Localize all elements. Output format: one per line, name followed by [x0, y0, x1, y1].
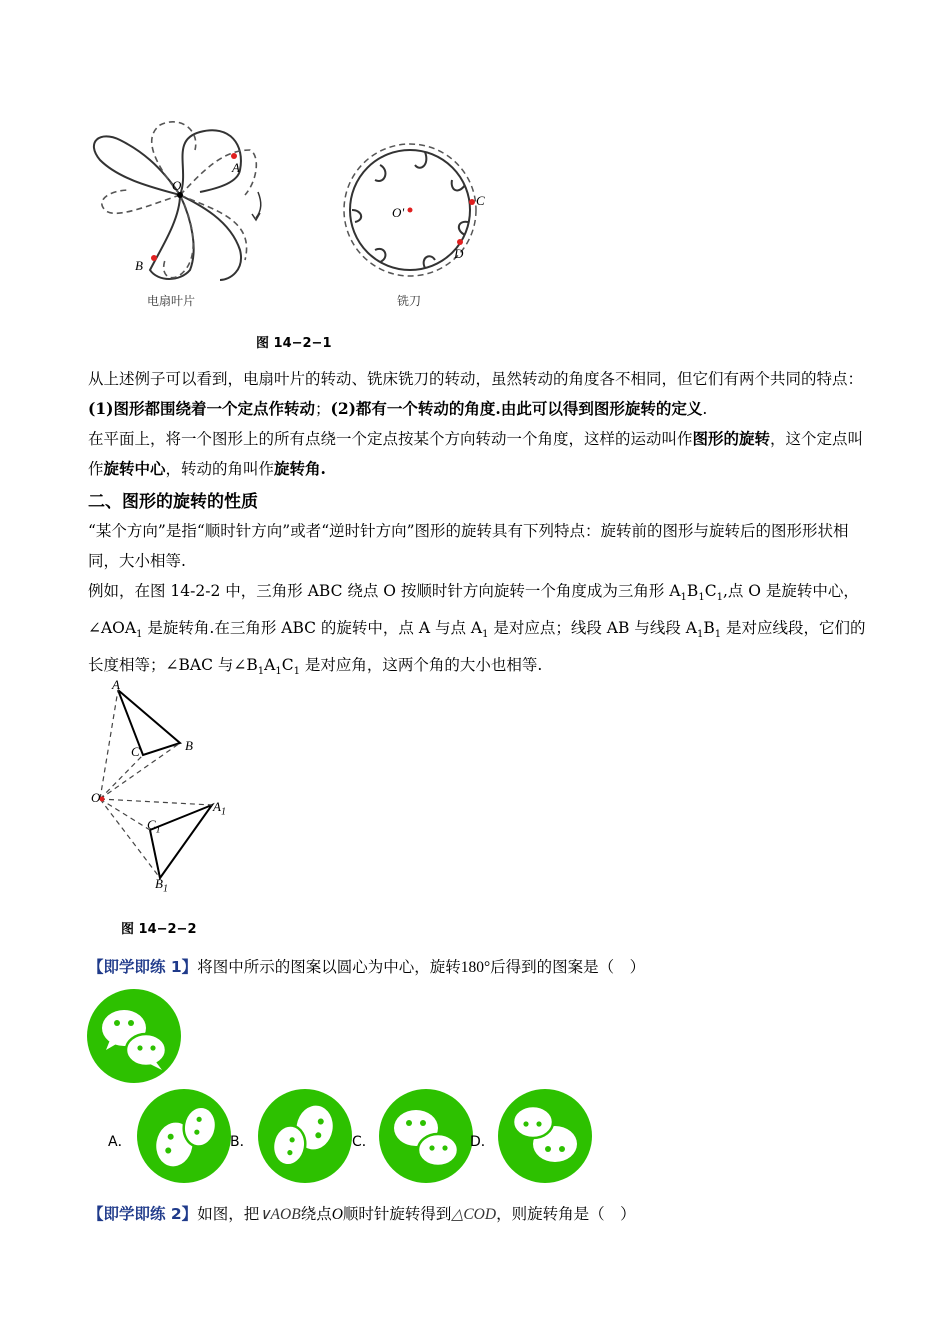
figure-caption-2: 图 14−2−2	[121, 922, 197, 937]
option-a-label[interactable]: A．	[108, 1134, 132, 1150]
exercise-1-tag: 【即学即练 1】	[88, 958, 198, 976]
figure-caption-1: 图 14−2−1	[256, 336, 332, 351]
wechat-icon-option-c[interactable]	[378, 1088, 474, 1184]
tri-label-o: O	[91, 790, 101, 805]
option-b-label[interactable]: B．	[230, 1134, 254, 1150]
tri-label-a: A	[112, 677, 120, 692]
wechat-icon-option-b[interactable]	[257, 1088, 353, 1184]
cutter-center-dot	[408, 208, 413, 213]
figure-14-2-1	[80, 110, 520, 310]
label-d: D	[454, 246, 464, 261]
cutter-point-c	[469, 199, 475, 205]
label-b: B	[135, 258, 143, 273]
exercise-2-tag: 【即学即练 2】	[88, 1205, 198, 1223]
option-c-label[interactable]: C．	[352, 1134, 376, 1150]
label-o-prime: O'	[392, 205, 405, 220]
label-o: O	[172, 178, 182, 193]
paragraph-rotation-features: 从上述例子可以看到，电扇叶片的转动、铣床铣刀的转动，虽然转动的角度各不相同，但它们有两个共同的特点：(1)图形都围绕着一个定点作转动；(2)都有一个转动的角度.由此可以得到图形旋转的定义.	[88, 370, 864, 418]
option-d-label[interactable]: D．	[470, 1134, 495, 1150]
paragraph-direction: “某个方向”是指“顺时针方向”或者“逆时针方向”图形的旋转具有下列特点：旋转前的图形与旋转后的图形形状相同，大小相等.	[88, 522, 849, 570]
tri-label-c1: $C_1$	[147, 817, 161, 836]
figure-14-2-2	[88, 670, 238, 900]
wechat-icon-original	[86, 988, 182, 1084]
triangle-abc	[118, 690, 180, 755]
tri-label-b1: $B_1$	[155, 876, 168, 895]
label-a: A	[232, 160, 240, 175]
paragraph-rotation-definition: 在平面上，将一个图形上的所有点绕一个定点按某个方向转动一个角度，这样的运动叫作图形的旋转，这个定点叫作旋转中心，转动的角叫作旋转角.	[88, 429, 864, 478]
label-c: C	[476, 193, 485, 208]
wechat-icon-option-d[interactable]	[497, 1088, 593, 1184]
paragraph-example: 例如，在图 14-2-2 中，三角形 ABC 绕点 O 按顺时针方向旋转一个角度成为三角形 $A_1B_1C_1$,点 O 是旋转中心，$\angle AOA_1$ 是旋转角.在三角形 ABC 的旋转中，点 A 与点 $A_1$ 是对应点；线段 AB 与线段 $A_1B_1$ 是对应线段，它们的长度相等；∠BAC 与$\angle B_1A_1C_1$ 是对应角，这两个角的大小也相等.	[88, 582, 866, 678]
tri-label-b: B	[185, 738, 193, 753]
exercise-2: 【即学即练 2】如图，把∨AOB绕点O顺时针旋转得到△COD，则旋转角是（ ）	[88, 1205, 636, 1223]
triangle-a1b1c1	[150, 805, 212, 878]
wechat-icon-option-a[interactable]	[136, 1088, 232, 1184]
cutter-caption: 铣刀	[397, 294, 422, 308]
fan-point-a	[231, 153, 237, 159]
fan-point-b	[151, 255, 157, 261]
tri-label-c: C	[131, 744, 140, 759]
section-title: 二、图形的旋转的性质	[88, 492, 258, 512]
fan-caption: 电扇叶片	[147, 294, 196, 308]
fan-blades	[94, 130, 241, 280]
cutter-point-d	[457, 239, 463, 245]
exercise-1: 【即学即练 1】将图中所示的图案以圆心为中心，旋转180°后得到的图案是（ ）	[88, 958, 646, 976]
tri-label-a1: $A_1$	[213, 799, 226, 818]
